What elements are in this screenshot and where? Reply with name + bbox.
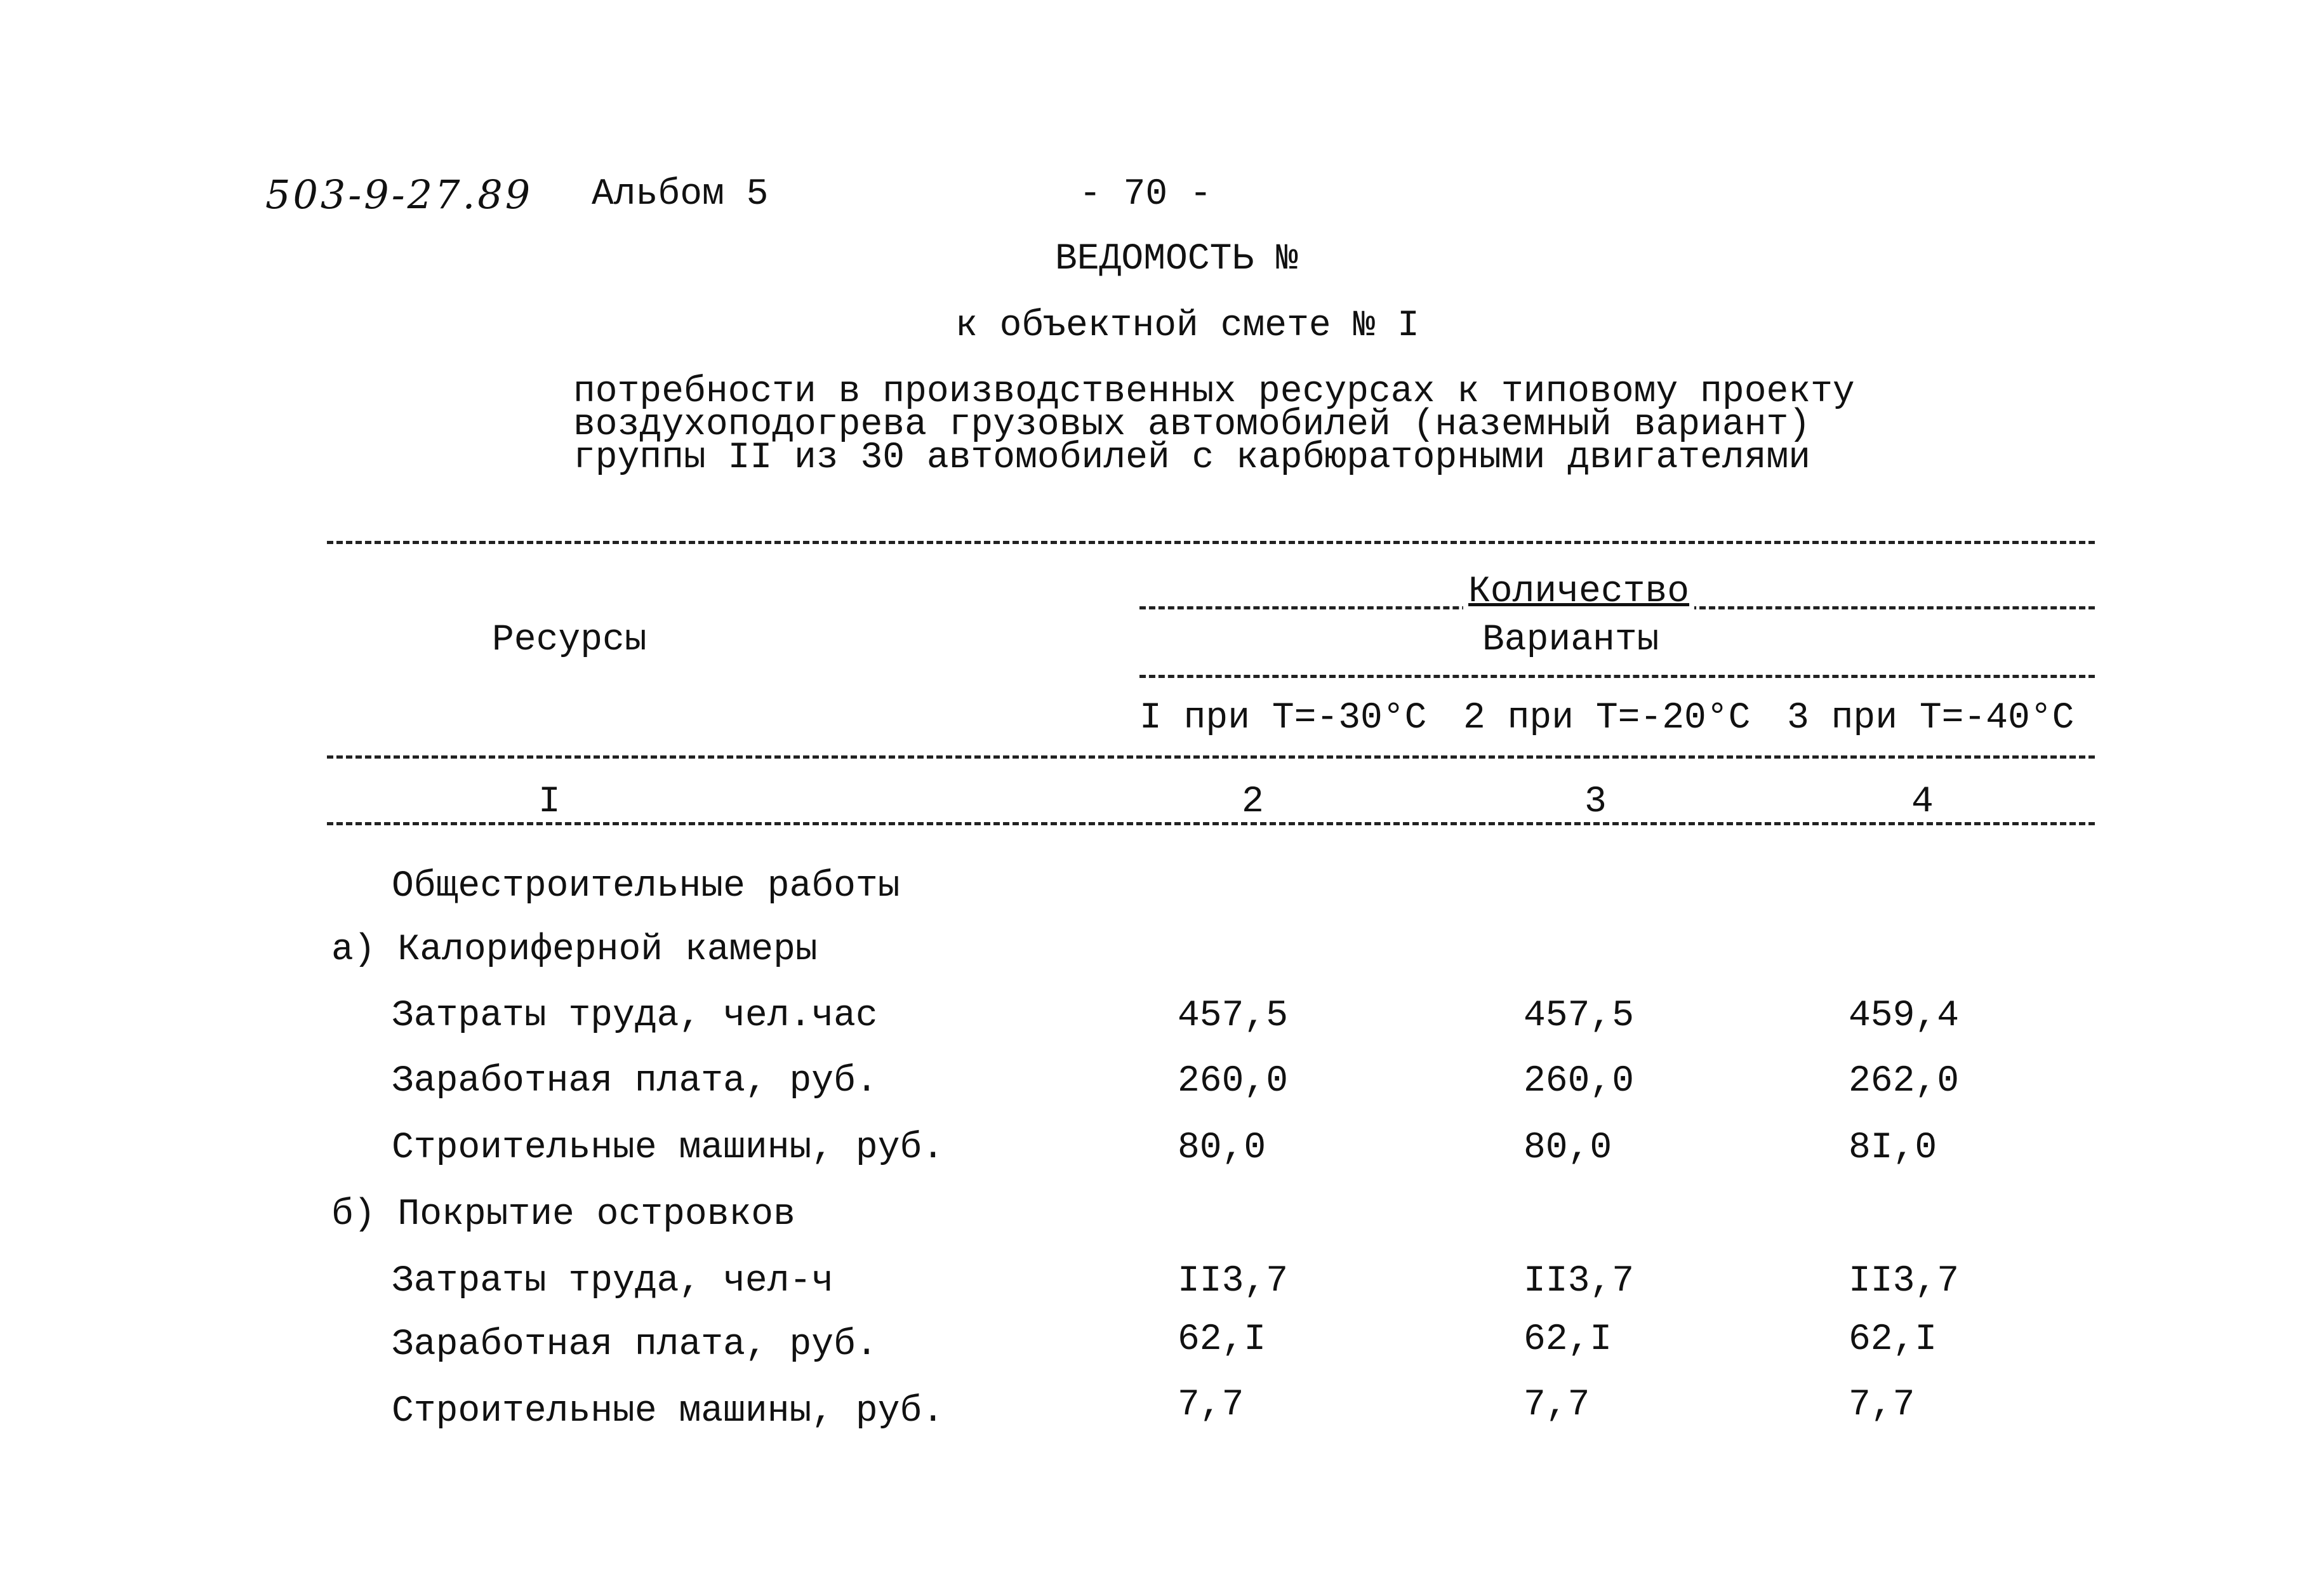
row-value: 62,I bbox=[1178, 1319, 1266, 1360]
row-value: 7,7 bbox=[1178, 1385, 1244, 1426]
row-name: Строительные машины, руб. bbox=[392, 1127, 945, 1169]
document-description bbox=[573, 371, 1855, 479]
row-value: 7,7 bbox=[1524, 1385, 1590, 1426]
row-name: Строительные машины, руб. bbox=[392, 1391, 945, 1432]
description-line: воздухоподогрева грузовых автомобилей (наземный вариант) bbox=[573, 404, 1811, 446]
album-label: Альбом 5 bbox=[592, 174, 769, 215]
description-line: потребности в производственных ресурсах к типовому проекту bbox=[573, 371, 1855, 413]
document-subtitle: к объектной смете № I bbox=[955, 305, 1419, 347]
row-name: Затраты труда, чел.час bbox=[392, 995, 878, 1037]
column-number-2: 2 bbox=[1238, 784, 1268, 821]
variants-rule bbox=[1139, 675, 2095, 678]
row-name: Заработная плата, руб. bbox=[392, 1061, 878, 1102]
row-value: 80,0 bbox=[1178, 1127, 1266, 1169]
row-value: II3,7 bbox=[1849, 1261, 1960, 1302]
column-numbers-rule bbox=[327, 822, 2095, 825]
description-line: группы II из 30 автомобилей с карбюраторными двигателями bbox=[573, 437, 1811, 479]
document-code: 503-9-27.89 bbox=[265, 171, 533, 218]
row-value: II3,7 bbox=[1524, 1261, 1635, 1302]
row-value: 457,5 bbox=[1524, 995, 1635, 1037]
row-name: Затраты труда, чел-ч bbox=[392, 1261, 834, 1302]
column-number-1: I bbox=[535, 784, 564, 821]
section-title: Общестроительные работы bbox=[392, 866, 900, 907]
document-title: ВЕДОМОСТЬ № bbox=[1055, 239, 1298, 280]
column-number-4: 4 bbox=[1908, 784, 1937, 821]
header-bottom-rule bbox=[327, 755, 2095, 759]
row-value: 7,7 bbox=[1849, 1385, 1915, 1426]
row-value: 457,5 bbox=[1178, 995, 1289, 1037]
group-label-b: б) Покрытие островков bbox=[331, 1194, 795, 1235]
row-value: 8I,0 bbox=[1849, 1127, 1937, 1169]
row-value: 260,0 bbox=[1524, 1061, 1635, 1102]
page-number: - 70 - bbox=[1079, 174, 1212, 215]
row-value: 62,I bbox=[1524, 1319, 1612, 1360]
row-value: 62,I bbox=[1849, 1319, 1937, 1360]
variant-header-1: I при T=-30°C bbox=[1139, 698, 1427, 739]
row-value: 459,4 bbox=[1849, 995, 1960, 1037]
variant-header-2: 2 при T=-20°C bbox=[1463, 698, 1751, 739]
variants-header: Варианты bbox=[1482, 620, 1659, 661]
row-value: 262,0 bbox=[1849, 1061, 1960, 1102]
table-top-rule bbox=[327, 541, 2095, 544]
quantity-header: Количество bbox=[1463, 574, 1694, 611]
row-value: 80,0 bbox=[1524, 1127, 1612, 1169]
row-name: Заработная плата, руб. bbox=[392, 1324, 878, 1366]
variant-header-3: 3 при T=-40°C bbox=[1787, 698, 2075, 739]
row-value: II3,7 bbox=[1178, 1261, 1289, 1302]
column-number-3: 3 bbox=[1581, 784, 1610, 821]
resources-header: Ресурсы bbox=[492, 620, 647, 661]
group-label-a: а) Калориферной камеры bbox=[331, 929, 818, 971]
row-value: 260,0 bbox=[1178, 1061, 1289, 1102]
